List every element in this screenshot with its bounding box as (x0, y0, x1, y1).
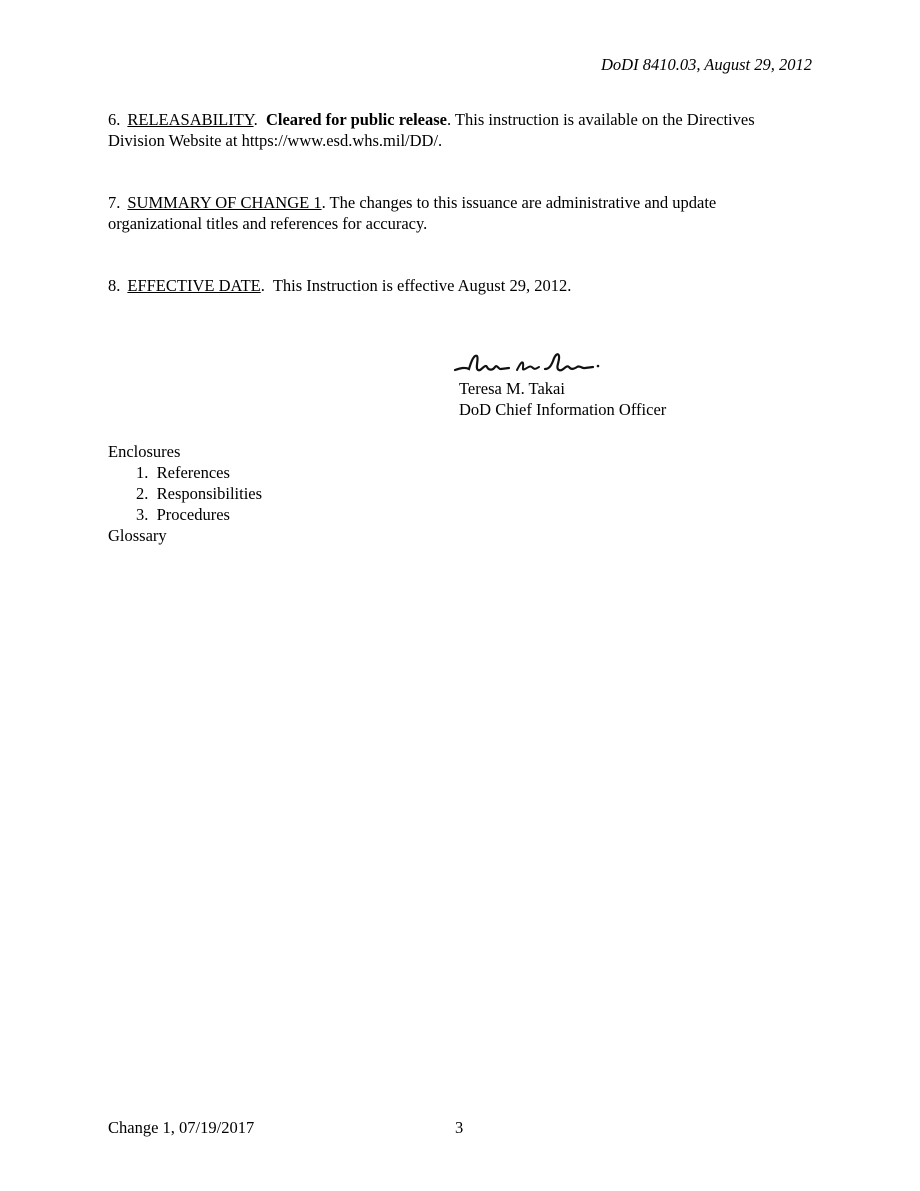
page-number: 3 (455, 1118, 464, 1137)
enclosure-item: 1. References (136, 463, 230, 482)
signer-title: DoD Chief Information Officer (459, 400, 667, 419)
section-effective-date (108, 275, 798, 296)
enclosures-list (108, 441, 262, 546)
section-number: 7. (108, 193, 121, 212)
section-title-punct: . (253, 110, 266, 129)
section-title: EFFECTIVE DATE (127, 276, 261, 295)
section-body: . The changes to this issuance are administrative and update organizational titles and references for accuracy. (108, 193, 717, 233)
handwritten-signature (447, 348, 617, 380)
glossary-label: Glossary (108, 526, 167, 545)
public-release-notice: Cleared for public release (265, 110, 447, 129)
section-releasability (108, 109, 798, 151)
page-header: DoDI 8410.03, August 29, 2012 (601, 55, 812, 74)
section-body: . This instruction is available on the Directives Division Website at https://www.esd.whs.mil/DD/. (108, 110, 755, 150)
section-title: RELEASABILITY (127, 110, 254, 129)
footer-change-note: Change 1, 07/19/2017 (108, 1118, 255, 1137)
section-number: 8. (108, 276, 121, 295)
enclosures-label: Enclosures (108, 442, 181, 461)
section-summary-of-change (108, 192, 798, 234)
enclosure-item: 3. Procedures (136, 505, 230, 524)
enclosure-item: 2. Responsibilities (136, 484, 263, 503)
section-body: . This Instruction is effective August 29, 2012. (260, 276, 572, 295)
signer-name: Teresa M. Takai (459, 379, 565, 398)
section-title: SUMMARY OF CHANGE 1 (127, 193, 322, 212)
section-number: 6. (108, 110, 121, 129)
